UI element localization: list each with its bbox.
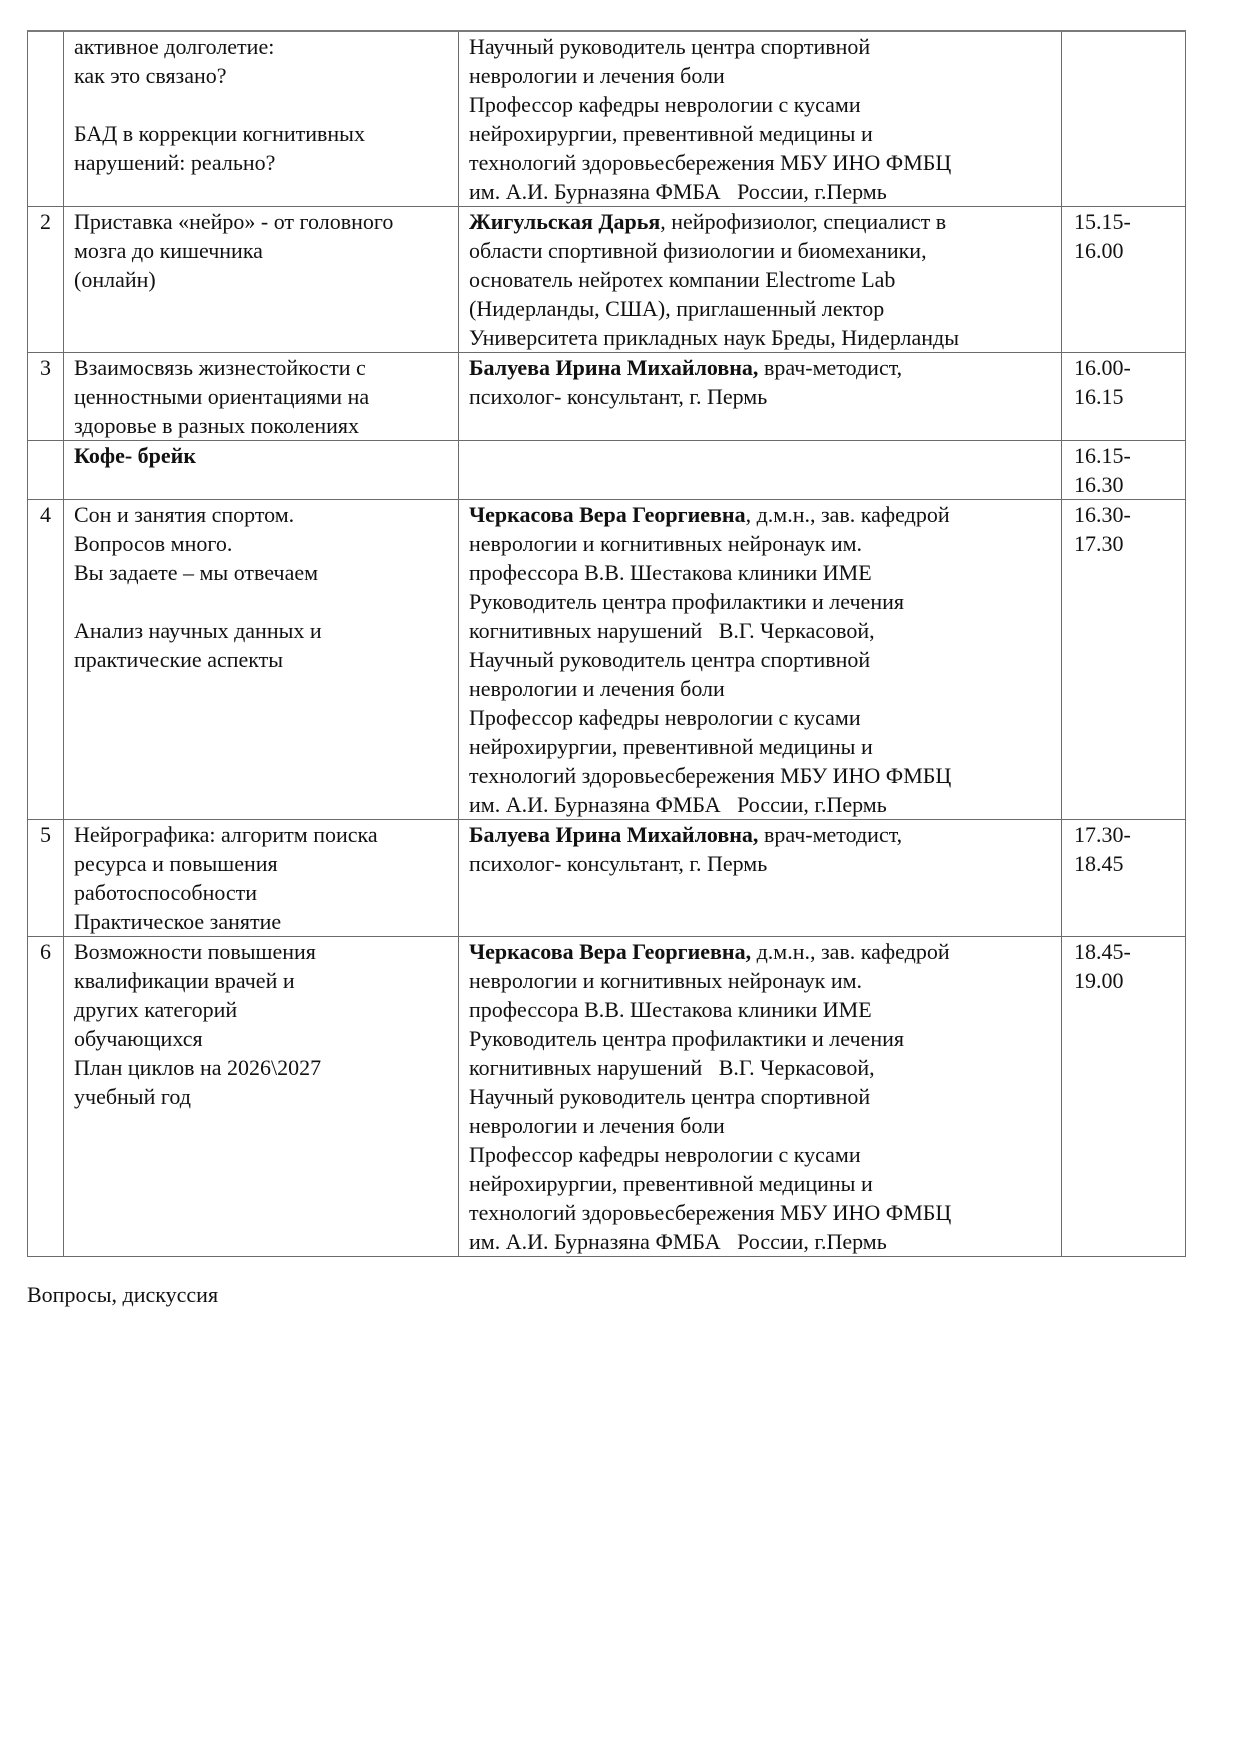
speaker-info-line: Научный руководитель центра спортивной [469, 1084, 871, 1109]
speaker-info-line: им. А.И. Бурназяна ФМБА России, г.Пермь [469, 792, 887, 817]
speaker-name: Черкасова Вера Георгиевна, [469, 939, 752, 964]
topic-line: Возможности повышения [74, 939, 316, 964]
table-row [28, 353, 1186, 441]
speaker-info-line: профессора В.В. Шестакова клиники ИМЕ [469, 997, 872, 1022]
speaker-info-line: им. А.И. Бурназяна ФМБА России, г.Пермь [469, 1229, 887, 1254]
topic-line: квалификации врачей и [74, 968, 295, 993]
speaker-credentials: врач-методист, [758, 355, 903, 380]
speaker-heading-line [469, 937, 1051, 966]
speaker-cell [459, 353, 1062, 441]
row-number [28, 441, 64, 500]
topic-line: здоровье в разных поколениях [74, 413, 360, 438]
speaker-heading-line [469, 207, 1051, 236]
time-cell [1062, 937, 1186, 1257]
speaker-info-line: технологий здоровьесбережения МБУ ИНО ФМБЦ [469, 150, 952, 175]
speaker-info-line: Профессор кафедры неврологии с кусами [469, 705, 861, 730]
speaker-heading-line [469, 353, 1051, 382]
topic-line: ценностными ориентациями на [74, 384, 370, 409]
speaker-info-line: технологий здоровьесбережения МБУ ИНО ФМБЦ [469, 1200, 952, 1225]
topic-line: Нейрографика: алгоритм поиска [74, 822, 378, 847]
topic-cell [64, 353, 459, 441]
topic-cell [64, 31, 459, 207]
time-cell [1062, 207, 1186, 353]
topic-line: Вы задаете – мы отвечаем [74, 560, 319, 585]
table-row [28, 441, 1186, 500]
time-cell [1062, 500, 1186, 820]
speaker-info-line: области спортивной физиологии и биомеханики, [469, 238, 927, 263]
speaker-info-line: Профессор кафедры неврологии с кусами [469, 92, 861, 117]
topic-line: учебный год [74, 1084, 191, 1109]
speaker-cell [459, 441, 1062, 500]
time-cell [1062, 353, 1186, 441]
speaker-info-line: основатель нейротех компании Electrome Lab [469, 267, 896, 292]
time-end: 17.30 [1074, 531, 1124, 556]
speaker-info-line: неврологии и лечения боли [469, 676, 725, 701]
topic-line: БАД в коррекции когнитивных [74, 121, 365, 146]
speaker-cell [459, 937, 1062, 1257]
speaker-name: Черкасова Вера Георгиевна [469, 502, 746, 527]
speaker-info-line: им. А.И. Бурназяна ФМБА России, г.Пермь [469, 179, 887, 204]
topic-cell [64, 500, 459, 820]
time-end: 16.00 [1074, 238, 1124, 263]
speaker-info-line: Университета прикладных наук Бреды, Нидерланды [469, 325, 960, 350]
speaker-name: Балуева Ирина Михайловна, [469, 822, 759, 847]
speaker-cell [459, 207, 1062, 353]
time-start: 15.15- [1074, 209, 1131, 234]
row-number: 4 [28, 500, 64, 820]
footer-note: Вопросы, дискуссия [27, 1282, 219, 1307]
speaker-info-line: нейрохирургии, превентивной медицины и [469, 1171, 873, 1196]
speaker-info-line: неврологии и лечения боли [469, 1113, 725, 1138]
speaker-cell [459, 500, 1062, 820]
topic-line: (онлайн) [74, 267, 156, 292]
speaker-info-line: неврологии и когнитивных нейронаук им. [469, 968, 863, 993]
speaker-info-line: неврологии и лечения боли [469, 63, 725, 88]
speaker-heading-line [469, 500, 1051, 529]
topic-line: Анализ научных данных и [74, 618, 322, 643]
speaker-credentials: д.м.н., зав. кафедрой [751, 939, 950, 964]
speaker-info-line: нейрохирургии, превентивной медицины и [469, 121, 873, 146]
row-number: 6 [28, 937, 64, 1257]
topic-line: ресурса и повышения [74, 851, 278, 876]
topic-line: Вопросов много. [74, 531, 233, 556]
speaker-info-line: неврологии и когнитивных нейронаук им. [469, 531, 863, 556]
time-cell [1062, 441, 1186, 500]
topic-line: План циклов на 2026\2027 [74, 1055, 322, 1080]
row-number: 2 [28, 207, 64, 353]
table-row [28, 31, 1186, 207]
row-number: 3 [28, 353, 64, 441]
topic-title-bold: Кофе- брейк [74, 443, 197, 468]
topic-line: Практическое занятие [74, 909, 282, 934]
topic-line: как это связано? [74, 63, 227, 88]
time-start: 16.30- [1074, 502, 1131, 527]
speaker-info-line: нейрохирургии, превентивной медицины и [469, 734, 873, 759]
document-page [27, 30, 1185, 1257]
speaker-info-line: Научный руководитель центра спортивной [469, 34, 871, 59]
speaker-info-line: Профессор кафедры неврологии с кусами [469, 1142, 861, 1167]
topic-cell [64, 937, 459, 1257]
speaker-cell [459, 31, 1062, 207]
speaker-credentials: , нейрофизиолог, специалист в [660, 209, 947, 234]
speaker-info-line: когнитивных нарушений В.Г. Черкасовой, [469, 1055, 875, 1080]
table-row [28, 820, 1186, 937]
program-table-body [28, 31, 1186, 1257]
topic-line: обучающихся [74, 1026, 203, 1051]
topic-cell [64, 820, 459, 937]
speaker-heading-line [469, 820, 1051, 849]
time-start: 16.15- [1074, 443, 1131, 468]
topic-line: мозга до кишечника [74, 238, 263, 263]
speaker-info-line: когнитивных нарушений В.Г. Черкасовой, [469, 618, 875, 643]
speaker-info-line: Руководитель центра профилактики и лечения [469, 589, 904, 614]
topic-line: других категорий [74, 997, 238, 1022]
speaker-info-line: Научный руководитель центра спортивной [469, 647, 871, 672]
time-end: 16.15 [1074, 384, 1124, 409]
speaker-info-line: Руководитель центра профилактики и лечения [469, 1026, 904, 1051]
table-row [28, 937, 1186, 1257]
time-end: 18.45 [1074, 851, 1124, 876]
time-start: 18.45- [1074, 939, 1131, 964]
row-number: 5 [28, 820, 64, 937]
row-number [28, 31, 64, 207]
topic-cell [64, 441, 459, 500]
speaker-credentials: , д.м.н., зав. кафедрой [745, 502, 950, 527]
speaker-info-line: (Нидерланды, США), приглашенный лектор [469, 296, 885, 321]
blank-line [74, 90, 448, 119]
speaker-info-line: технологий здоровьесбережения МБУ ИНО ФМБЦ [469, 763, 952, 788]
topic-line: активное долголетие: [74, 34, 275, 59]
speaker-credentials: врач-методист, [758, 822, 903, 847]
speaker-info-line: профессора В.В. Шестакова клиники ИМЕ [469, 560, 872, 585]
table-row [28, 500, 1186, 820]
time-end: 19.00 [1074, 968, 1124, 993]
topic-line: работоспособности [74, 880, 258, 905]
table-row [28, 207, 1186, 353]
blank-line [74, 587, 448, 616]
time-end: 16.30 [1074, 472, 1124, 497]
speaker-name: Балуева Ирина Михайловна, [469, 355, 759, 380]
topic-line: Сон и занятия спортом. [74, 502, 295, 527]
topic-line: нарушений: реально? [74, 150, 276, 175]
time-cell [1062, 31, 1186, 207]
speaker-name: Жигульская Дарья [469, 209, 661, 234]
speaker-info-line: психолог- консультант, г. Пермь [469, 384, 768, 409]
topic-line: практические аспекты [74, 647, 284, 672]
time-start: 17.30- [1074, 822, 1131, 847]
topic-cell [64, 207, 459, 353]
speaker-cell [459, 820, 1062, 937]
program-table [27, 30, 1186, 1257]
topic-line: Взаимосвязь жизнестойкости с [74, 355, 366, 380]
time-start: 16.00- [1074, 355, 1131, 380]
speaker-info-line: психолог- консультант, г. Пермь [469, 851, 768, 876]
time-cell [1062, 820, 1186, 937]
topic-line: Приставка «нейро» - от головного [74, 209, 394, 234]
